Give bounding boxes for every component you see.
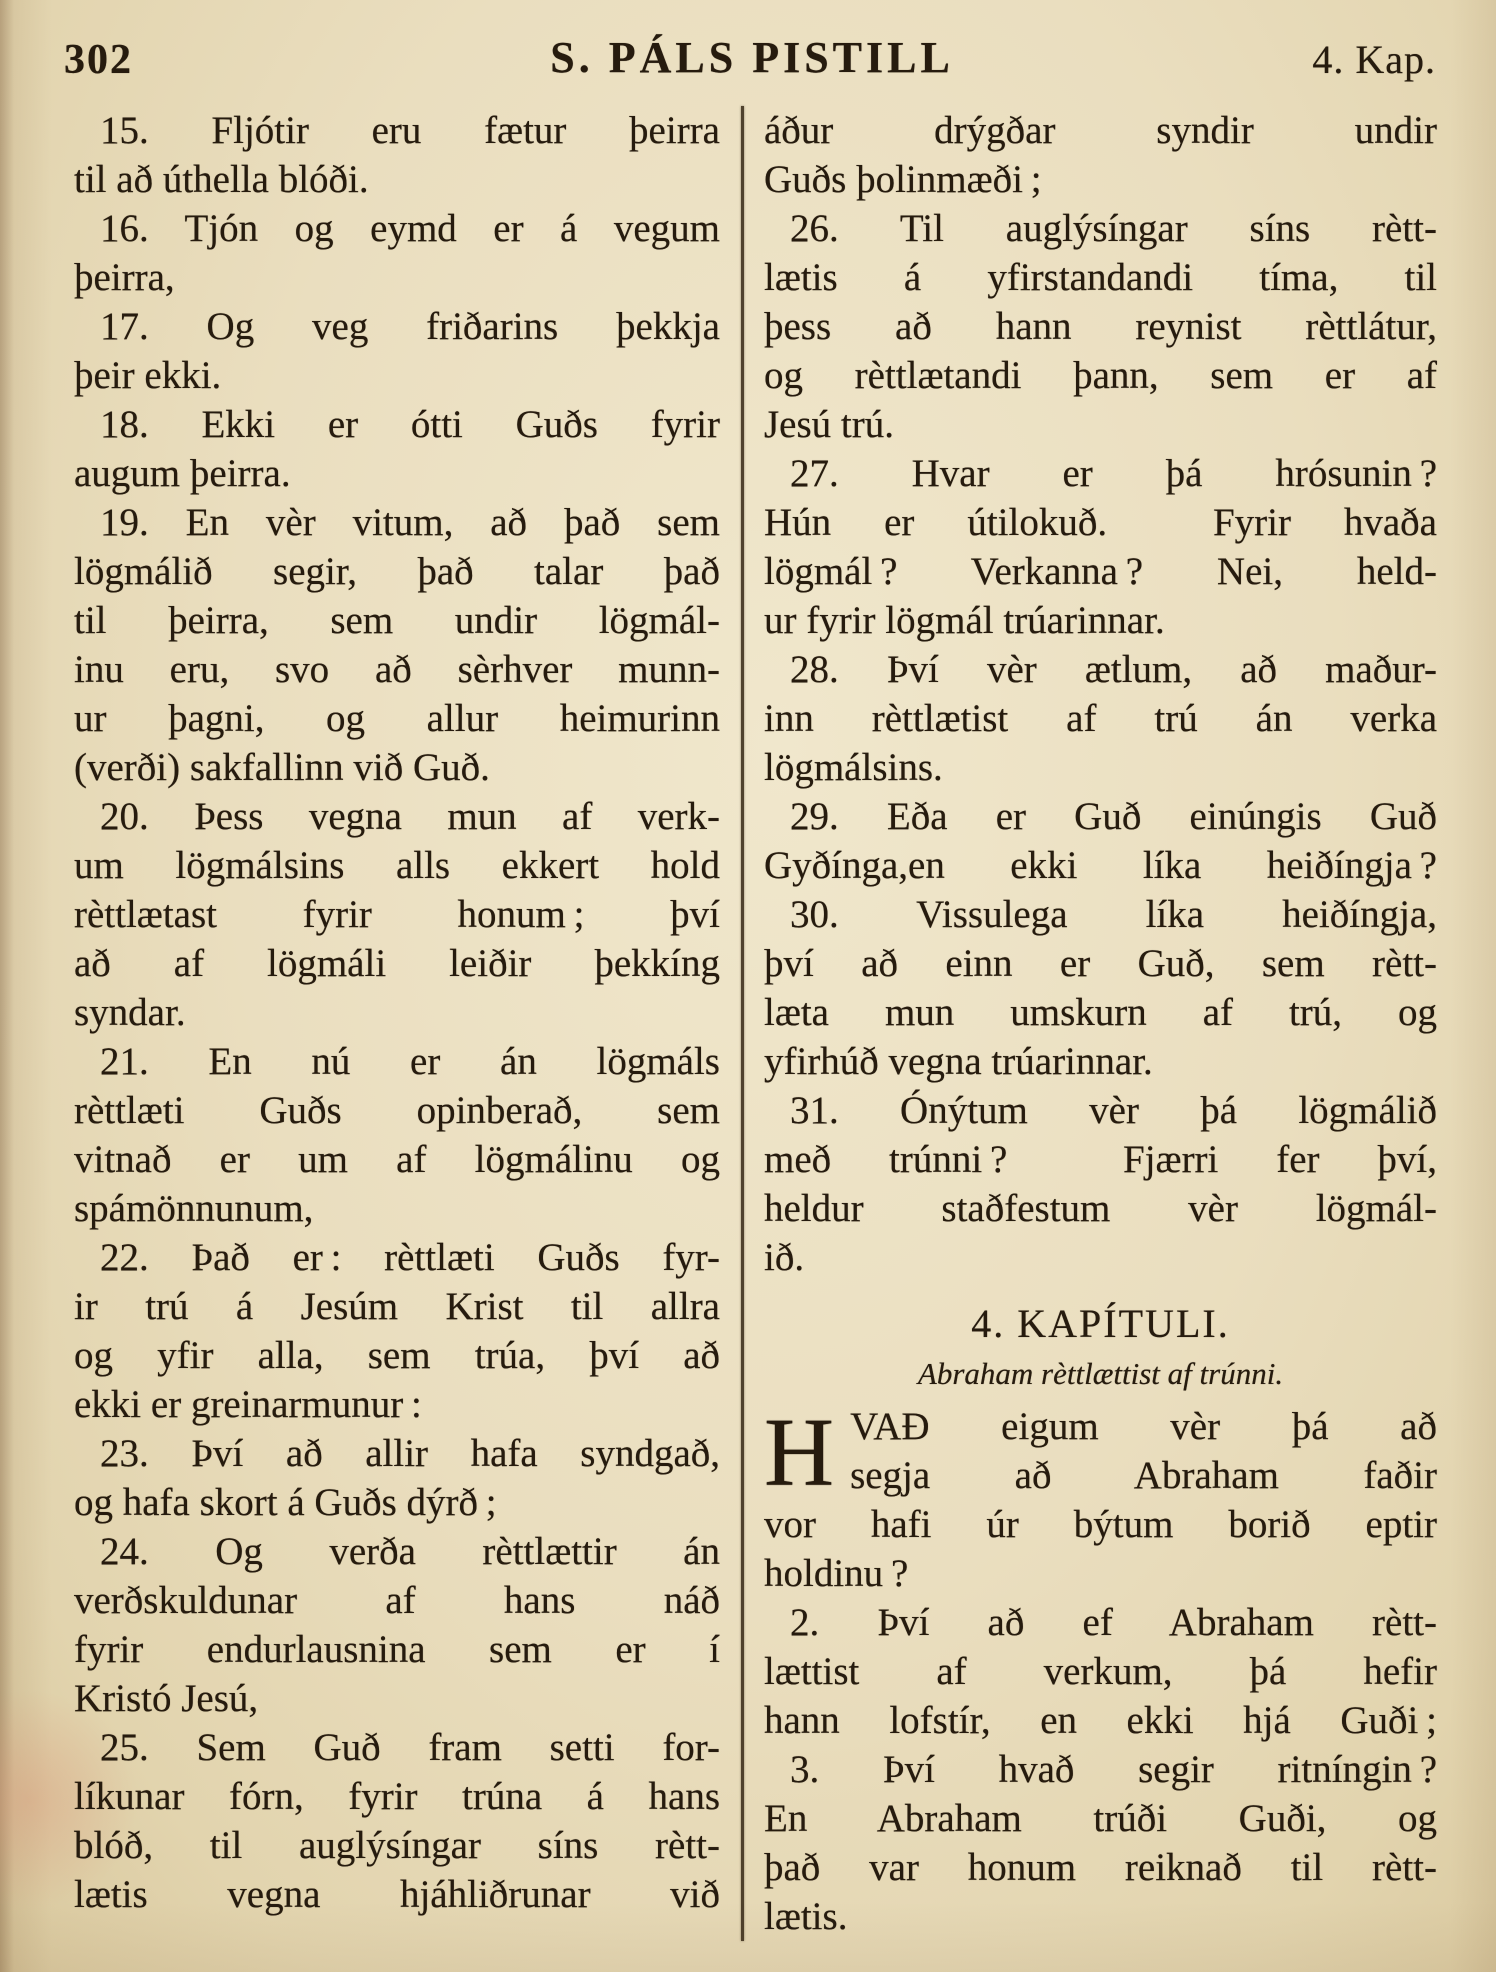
text-line: 18. Ekki er ótti Guðs fyrir xyxy=(100,403,720,446)
verse-block xyxy=(764,645,1437,792)
two-column-text xyxy=(0,96,1496,1941)
text-line: ið. xyxy=(764,1236,805,1279)
verse-block xyxy=(74,1723,720,1919)
verse-block xyxy=(74,1527,720,1723)
verse-block xyxy=(764,449,1437,645)
text-line: 24. Og verða rèttlættir án xyxy=(100,1530,720,1573)
verse-block xyxy=(74,106,720,204)
verse-block xyxy=(74,1037,720,1233)
text-line: 26. Til auglýsíngar síns rètt- xyxy=(790,207,1437,250)
text-line: um lögmálsins alls ekkert hold xyxy=(74,844,720,887)
text-line: segja að Abraham faðir xyxy=(850,1454,1437,1497)
text-line: til að úthella blóði. xyxy=(74,158,369,201)
drop-cap-letter: H xyxy=(764,1399,835,1506)
text-line: áður drýgðar syndir undir xyxy=(764,109,1437,152)
running-title: S. PÁLS PISTILL xyxy=(550,33,954,82)
chapter-heading: 4. KAPÍTULI. xyxy=(971,1301,1230,1346)
text-line: 31. Ónýtum vèr þá lögmálið xyxy=(790,1089,1437,1132)
text-line: Gyðínga,en ekki líka heiðíngja ? xyxy=(764,844,1437,887)
text-line: Hún er útilokuð. Fyrir hvaða xyxy=(764,501,1437,544)
text-line: 25. Sem Guð fram setti for- xyxy=(100,1726,720,1769)
text-line: 22. Það er : rèttlæti Guðs fyr- xyxy=(100,1236,720,1279)
verse-block xyxy=(764,1086,1437,1282)
text-line: því að einn er Guð, sem rètt- xyxy=(764,942,1437,985)
text-line: líkunar fórn, fyrir trúna á hans xyxy=(74,1775,720,1818)
text-line: með trúnni ? Fjærri fer því, xyxy=(764,1138,1437,1181)
text-line: lættist af verkum, þá hefir xyxy=(764,1650,1437,1693)
text-line: 27. Hvar er þá hrósunin ? xyxy=(790,452,1437,495)
text-line: VAÐ eigum vèr þá að xyxy=(850,1405,1437,1448)
text-line: til þeirra, sem undir lögmál- xyxy=(74,599,720,642)
verse-block xyxy=(74,792,720,1037)
text-line: yfirhúð vegna trúarinnar. xyxy=(764,1040,1153,1083)
text-line: Guðs þolinmæði ; xyxy=(764,158,1042,201)
text-line: 29. Eða er Guð einúngis Guð xyxy=(790,795,1437,838)
text-line: blóð, til auglýsíngar síns rètt- xyxy=(74,1824,720,1867)
verse-block xyxy=(74,498,720,792)
text-line: og yfir alla, sem trúa, því að xyxy=(74,1334,720,1377)
page-number: 302 xyxy=(64,37,133,83)
text-line: og hafa skort á Guðs dýrð ; xyxy=(74,1481,497,1524)
text-line: hann lofstír, en ekki hjá Guði ; xyxy=(764,1699,1437,1742)
text-line: 28. Því vèr ætlum, að maður- xyxy=(790,648,1437,691)
text-line: augum þeirra. xyxy=(74,452,291,495)
verse-block xyxy=(74,204,720,302)
text-line: lætis á yfirstandandi tíma, til xyxy=(764,256,1437,299)
verse-block xyxy=(764,106,1437,204)
verse-block xyxy=(74,1233,720,1429)
text-line: syndar. xyxy=(74,991,186,1034)
text-line: þeir ekki. xyxy=(74,354,222,397)
text-line: 20. Þess vegna mun af verk- xyxy=(100,795,720,838)
verse-block xyxy=(74,400,720,498)
text-line: 21. En nú er án lögmáls xyxy=(100,1040,720,1083)
text-line: þess að hann reynist rèttlátur, xyxy=(764,305,1437,348)
text-line: rèttlætast fyrir honum ; því xyxy=(74,893,720,936)
text-line: 2. Því að ef Abraham rètt- xyxy=(790,1601,1437,1644)
right-column xyxy=(764,106,1437,1941)
text-line: lögmálið segir, það talar það xyxy=(74,550,720,593)
text-line: holdinu ? xyxy=(764,1552,909,1595)
text-line: lætis. xyxy=(764,1895,848,1938)
text-line: vitnað er um af lögmálinu og xyxy=(74,1138,720,1181)
text-line: Jesú trú. xyxy=(764,403,894,446)
text-line: inu eru, svo að sèrhver munn- xyxy=(74,648,720,691)
text-line: 3. Því hvað segir ritníngin ? xyxy=(790,1748,1437,1791)
page-header xyxy=(0,0,1496,96)
text-line: rèttlæti Guðs opinberað, sem xyxy=(74,1089,720,1132)
text-line: (verði) sakfallinn við Guð. xyxy=(74,746,490,789)
text-line: þeirra, xyxy=(74,256,175,299)
text-line: ir trú á Jesúm Krist til allra xyxy=(74,1285,720,1328)
text-line: og rèttlætandi þann, sem er af xyxy=(764,354,1437,397)
text-line: vor hafi úr býtum borið eptir xyxy=(764,1503,1437,1546)
verse-block xyxy=(764,1745,1437,1941)
verse-block xyxy=(74,302,720,400)
text-line: læta mun umskurn af trú, og xyxy=(764,991,1437,1034)
text-line: heldur staðfestum vèr lögmál- xyxy=(764,1187,1437,1230)
verse-block xyxy=(764,1598,1437,1745)
text-line: 15. Fljótir eru fætur þeirra xyxy=(100,109,720,152)
text-line: ekki er greinarmunur : xyxy=(74,1383,422,1426)
verse-block xyxy=(764,204,1437,449)
text-line: spámönnunum, xyxy=(74,1187,314,1230)
text-line: lögmál ? Verkanna ? Nei, held- xyxy=(764,550,1437,593)
verse-block xyxy=(764,792,1437,890)
chapter-marker: 4. Kap. xyxy=(1312,37,1436,82)
text-line: Kristó Jesú, xyxy=(74,1677,259,1720)
text-line: 16. Tjón og eymd er á vegum xyxy=(100,207,720,250)
verse-block xyxy=(74,1429,720,1527)
text-line: ur þagni, og allur heimurinn xyxy=(74,697,720,740)
text-line: 30. Vissulega líka heiðíngja, xyxy=(790,893,1437,936)
text-line: ur fyrir lögmál trúarinnar. xyxy=(764,599,1165,642)
text-line: 23. Því að allir hafa syndgað, xyxy=(100,1432,720,1475)
verse-block xyxy=(764,890,1437,1086)
left-column xyxy=(74,106,720,1941)
text-line: það var honum reiknað til rètt- xyxy=(764,1846,1437,1889)
dropcap-paragraph xyxy=(764,1399,1437,1598)
text-line: lögmálsins. xyxy=(764,746,943,789)
text-line: verðskuldunar af hans náð xyxy=(74,1579,720,1622)
text-line: 17. Og veg friðarins þekkja xyxy=(100,305,720,348)
text-line: að af lögmáli leiðir þekkíng xyxy=(74,942,720,985)
text-line: En Abraham trúði Guði, og xyxy=(764,1797,1437,1840)
text-line: inn rèttlætist af trú án verka xyxy=(764,697,1437,740)
text-line: fyrir endurlausnina sem er í xyxy=(74,1628,720,1671)
text-line: lætis vegna hjáhliðrunar við xyxy=(74,1873,720,1916)
text-line: 19. En vèr vitum, að það sem xyxy=(100,501,720,544)
column-divider xyxy=(741,106,744,1941)
chapter-subtitle: Abraham rèttlættist af trúnni. xyxy=(917,1356,1284,1391)
